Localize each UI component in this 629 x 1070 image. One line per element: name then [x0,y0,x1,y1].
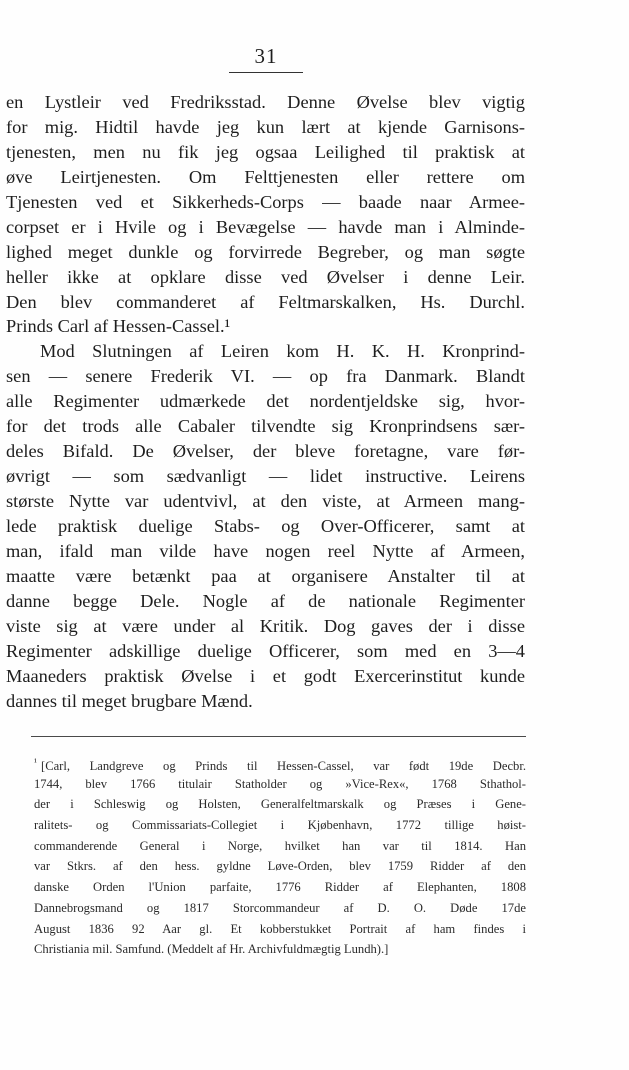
footnote-line: August 1836 92 Aar gl. Et kobberstukket Portrait af ham findes i [34,921,526,936]
footnote-line: Christiania mil. Samfund. (Meddelt af Hr. Archivfuldmægtig Lundh).] [34,942,389,957]
text-line: en Lystleir ved Fredriksstad. Denne Øvelse blev vigtig [6,92,525,112]
text-line: maatte være betænkt paa at organisere Anstalter til at [6,565,525,586]
text-line: Den blev commanderet af Feltmarskalken, Hs. Durchl. [6,291,525,312]
page-number: 31 [254,44,278,68]
footnote-line [34,753,526,774]
text-line: tjenesten, men nu fik jeg ogsaa Leilighed til praktisk at [6,141,525,162]
text-line: dannes til meget brugbare Mænd. [6,690,253,711]
footnote-line: danske Orden l'Union parfaite, 1776 Ridder af Elephanten, 1808 [34,880,526,895]
text-line: viste sig at være under al Kritik. Dog gaves der i disse [6,615,525,636]
text-line: corpset er i Hvile og i Bevægelse — havde man i Alminde- [6,216,525,237]
footnote-block [34,753,526,960]
footnote-line: var Stkrs. af den hess. gyldne Løve-Orden, blev 1759 Ridder af den [34,859,526,874]
text-line: sen — senere Frederik VI. — op fra Danmark. Blandt [6,366,525,387]
footnote-line: commanderende General i Norge, hvilket han var til 1814. Han [34,838,526,853]
text-line: Prinds Carl af Hessen-Cassel.¹ [6,316,231,337]
footnote-line: 1744, blev 1766 titulair Statholder og »Vice-Rex«, 1768 Sthathol- [34,776,526,791]
footnote-rule [31,736,526,737]
text-line: man, ifald man vilde have nogen reel Nytte af Armeen, [6,540,525,561]
footnote-line-text: [Carl, Landgreve og Prinds til Hessen-Cassel, var født 19de Decbr. [41,759,526,774]
text-line: lighed meget dunkle og forvirrede Begreber, og man søgte [6,241,525,262]
text-line: Tjenesten ved et Sikkerheds-Corps — baade naar Armee- [6,191,525,212]
header-rule [229,72,303,73]
text-line: øve Leirtjenesten. Om Felttjenesten eller rettere om [6,166,525,187]
text-line: Mod Slutningen af Leiren kom H. K. H. Kronprind- [40,341,525,362]
footnote-line: ralitets- og Commissariats-Collegiet i Kjøbenhavn, 1772 tillige høist- [34,818,526,833]
text-line: alle Regimenter udmærkede det nordentjeldske sig, hvor- [6,391,525,412]
text-line: Maaneders praktisk Øvelse i et godt Exercerinstitut kunde [6,665,525,686]
main-text-block [6,90,525,713]
text-line: lede praktisk duelige Stabs- og Over-Officerer, samt at [6,515,525,536]
text-line: største Nytte var udentvivl, at den viste, at Armeen mang- [6,491,525,511]
text-line: for det trods alle Cabaler tilvendte sig Kronprindsens sær- [6,416,525,437]
footnote-line: der i Schleswig og Holsten, Generalfeltmarskalk og Præses i Gene- [34,797,526,812]
text-line: Regimenter adskillige duelige Officerer, som med en 3—4 [6,640,525,661]
text-line: øvrigt — som sædvanligt — lidet instructive. Leirens [6,466,525,487]
footnote-line: Dannebrogsmand og 1817 Storcommandeur af D. O. Døde 17de [34,900,526,915]
text-line: for mig. Hidtil havde jeg kun lært at kjende Garnisons- [6,116,525,137]
footnote-marker: ¹ [34,757,37,768]
text-line: danne begge Dele. Nogle af de nationale Regimenter [6,590,525,611]
text-line: deles Bifald. De Øvelser, der bleve foretagne, vare før- [6,441,525,462]
text-line: heller ikke at opklare disse ved Øvelser i denne Leir. [6,266,525,287]
